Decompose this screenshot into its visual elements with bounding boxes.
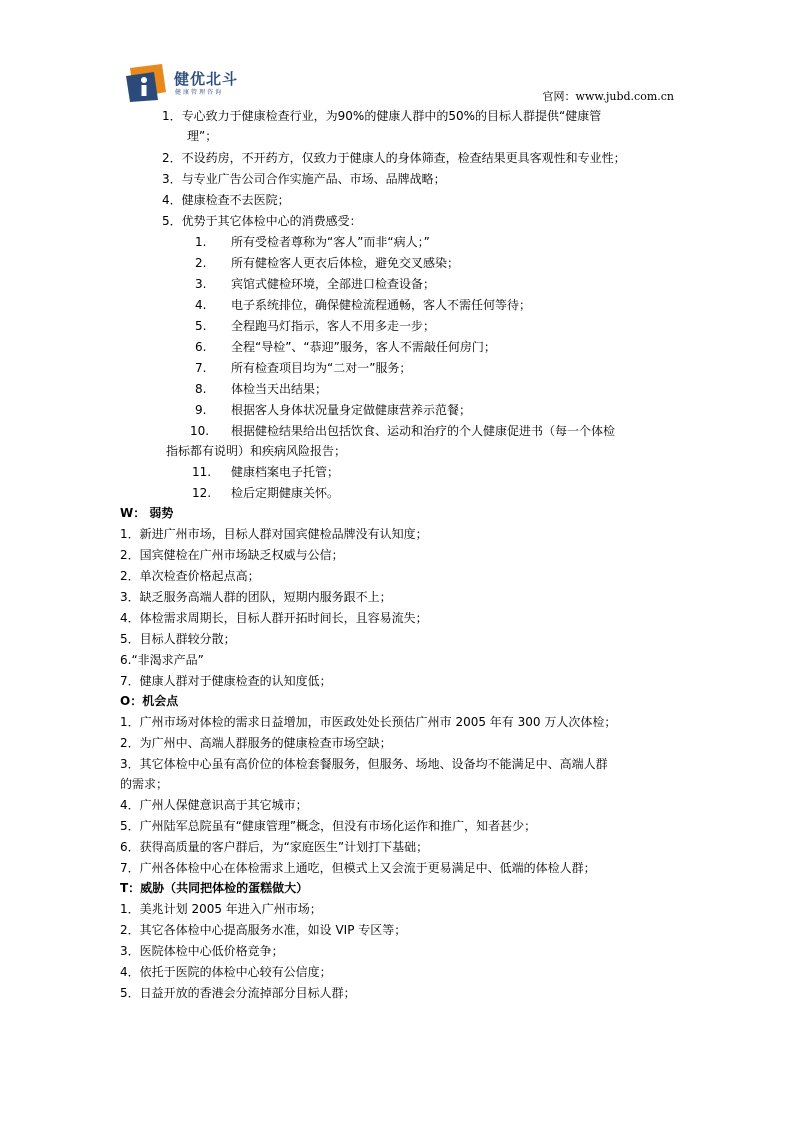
- item-text: 健康检查不去医院；: [181, 193, 290, 207]
- weakness-item: 2．国宾健检在广州市场缺乏权威与公信；: [120, 548, 344, 562]
- sub-item-number: 2.: [195, 256, 207, 270]
- threat-item: 5．日益开放的香港会分流掉部分目标人群；: [120, 986, 356, 1000]
- opportunity-item: 5．广州陆军总院虽有“健康管理”概念，但没有市场化运作和推广，知者甚少；: [120, 819, 537, 833]
- threat-item: 4．依托于医院的体检中心较有公信度；: [120, 965, 332, 979]
- sub-item-text: 体检当天出结果；: [231, 382, 328, 396]
- strength-item: [162, 171, 446, 187]
- sub-item-number: 3.: [195, 277, 207, 291]
- weakness-item: 1．新进广州市场，目标人群对国宾健检品牌没有认知度；: [120, 527, 428, 541]
- sub-item-number: 5.: [195, 319, 207, 333]
- sub-item-text: 电子系统排位，确保健检流程通畅，客人不需任何等待；: [231, 298, 532, 312]
- item-text: 理”；: [187, 129, 218, 143]
- weakness-item: 7．健康人群对于健康检查的认知度低；: [120, 674, 332, 688]
- sub-item-text: 指标都有说明）和疾病风险报告；: [166, 444, 347, 458]
- weakness-item: 5．目标人群较分散；: [120, 632, 236, 646]
- opportunity-item: 3．其它体检中心虽有高价位的体检套餐服务，但服务、场地、设备均不能满足中、高端人群: [120, 757, 608, 771]
- sub-item-number: 12.: [192, 486, 212, 500]
- sub-item-number: 7.: [195, 361, 207, 375]
- opportunity-item: 7．广州各体检中心在体检需求上通吃，但模式上又会流于更易满足中、低端的体检人群；: [120, 861, 596, 875]
- sub-item-text: 全程跑马灯指示，客人不用多走一步；: [231, 319, 436, 333]
- sub-item-text: 根据客人身体状况量身定做健康营养示范餐；: [231, 403, 472, 417]
- weakness-item: 3．缺乏服务高端人群的团队，短期内服务跟不上；: [120, 590, 392, 604]
- sub-item-number: 1.: [195, 235, 207, 249]
- sub-item-text: 宾馆式健检环境，全部进口检查设备；: [231, 277, 436, 291]
- threat-item: 2．其它各体检中心提高服务水准，如设 VIP 专区等；: [120, 923, 407, 937]
- sub-item-number: 4.: [195, 298, 207, 312]
- opportunity-item: 4．广州人保健意识高于其它城市；: [120, 798, 308, 812]
- section-heading-threat: T：威胁（共同把体检的蛋糕做大）: [120, 881, 309, 895]
- weakness-item: 4．体检需求周期长，目标人群开拓时间长，且容易流失；: [120, 611, 428, 625]
- item-text: 与专业广告公司合作实施产品、市场、品牌战略；: [181, 172, 446, 186]
- sub-item-number: 9.: [195, 403, 207, 417]
- sub-item-number: 8.: [195, 382, 207, 396]
- sub-item-text: 所有健检客人更衣后体检，避免交叉感染；: [231, 256, 460, 270]
- item-number: 3．: [162, 172, 182, 186]
- company-logo-icon: [124, 62, 170, 102]
- website-url: 官网：www.jubd.com.cn: [542, 90, 674, 103]
- opportunity-item: 1．广州市场对体检的需求日益增加，市医政处处长预估广州市 2005 年有 300 万人次体检；: [120, 715, 617, 729]
- strength-item: [162, 213, 362, 229]
- sub-item-text: 健康档案电子托管；: [231, 465, 340, 479]
- sub-item-text: 所有检查项目均为“二对一”服务；: [231, 361, 412, 375]
- sub-item-text: 根据健检结果给出包括饮食、运动和治疗的个人健康促进书（每一个体检: [231, 424, 616, 438]
- item-text: 专心致力于健康检查行业，为90%的健康人群中的50%的目标人群提供“健康管: [181, 109, 602, 123]
- strength-item: [162, 192, 290, 208]
- company-logo: [124, 62, 264, 102]
- strength-item: [162, 108, 601, 124]
- threat-item: 3．医院体检中心低价格竞争；: [120, 944, 284, 958]
- strength-item: [162, 150, 626, 166]
- item-number: 4．: [162, 193, 182, 207]
- strength-item: [187, 128, 217, 144]
- item-number: 5．: [162, 214, 182, 228]
- sub-item-text: 所有受检者尊称为“客人”而非“病人；”: [231, 235, 430, 249]
- item-text: 不设药房，不开药方，仅致力于健康人的身体筛查，检查结果更具客观性和专业性；: [181, 151, 626, 165]
- opportunity-item: 6．获得高质量的客户群后，为“家庭医生”计划打下基础；: [120, 840, 429, 854]
- opportunity-item: 2．为广州中、高端人群服务的健康检查市场空缺；: [120, 736, 392, 750]
- threat-item: 1．美兆计划 2005 年进入广州市场；: [120, 902, 322, 916]
- item-text: 优势于其它体检中心的消费感受：: [181, 214, 362, 228]
- sub-item-number: 10.: [190, 424, 210, 438]
- sub-item-number: 11.: [192, 465, 212, 479]
- sub-item-text: 全程“导检”、“恭迎”服务，客人不需敲任何房门；: [231, 340, 496, 354]
- item-number: 1．: [162, 109, 182, 123]
- weakness-item: 6.“非渴求产品”: [120, 653, 204, 667]
- logo-subtitle: 健康管理咨询: [175, 89, 224, 96]
- sub-item-text: 检后定期健康关怀。: [231, 486, 340, 500]
- weakness-item: 2．单次检查价格起点高；: [120, 569, 260, 583]
- item-number: 2．: [162, 151, 182, 165]
- sub-item-number: 6.: [195, 340, 207, 354]
- opportunity-item: 的需求；: [120, 777, 169, 791]
- section-heading-weakness: W： 弱势: [120, 506, 174, 520]
- section-heading-opportunity: O：机会点: [120, 694, 179, 708]
- logo-text: 健优北斗: [174, 70, 239, 88]
